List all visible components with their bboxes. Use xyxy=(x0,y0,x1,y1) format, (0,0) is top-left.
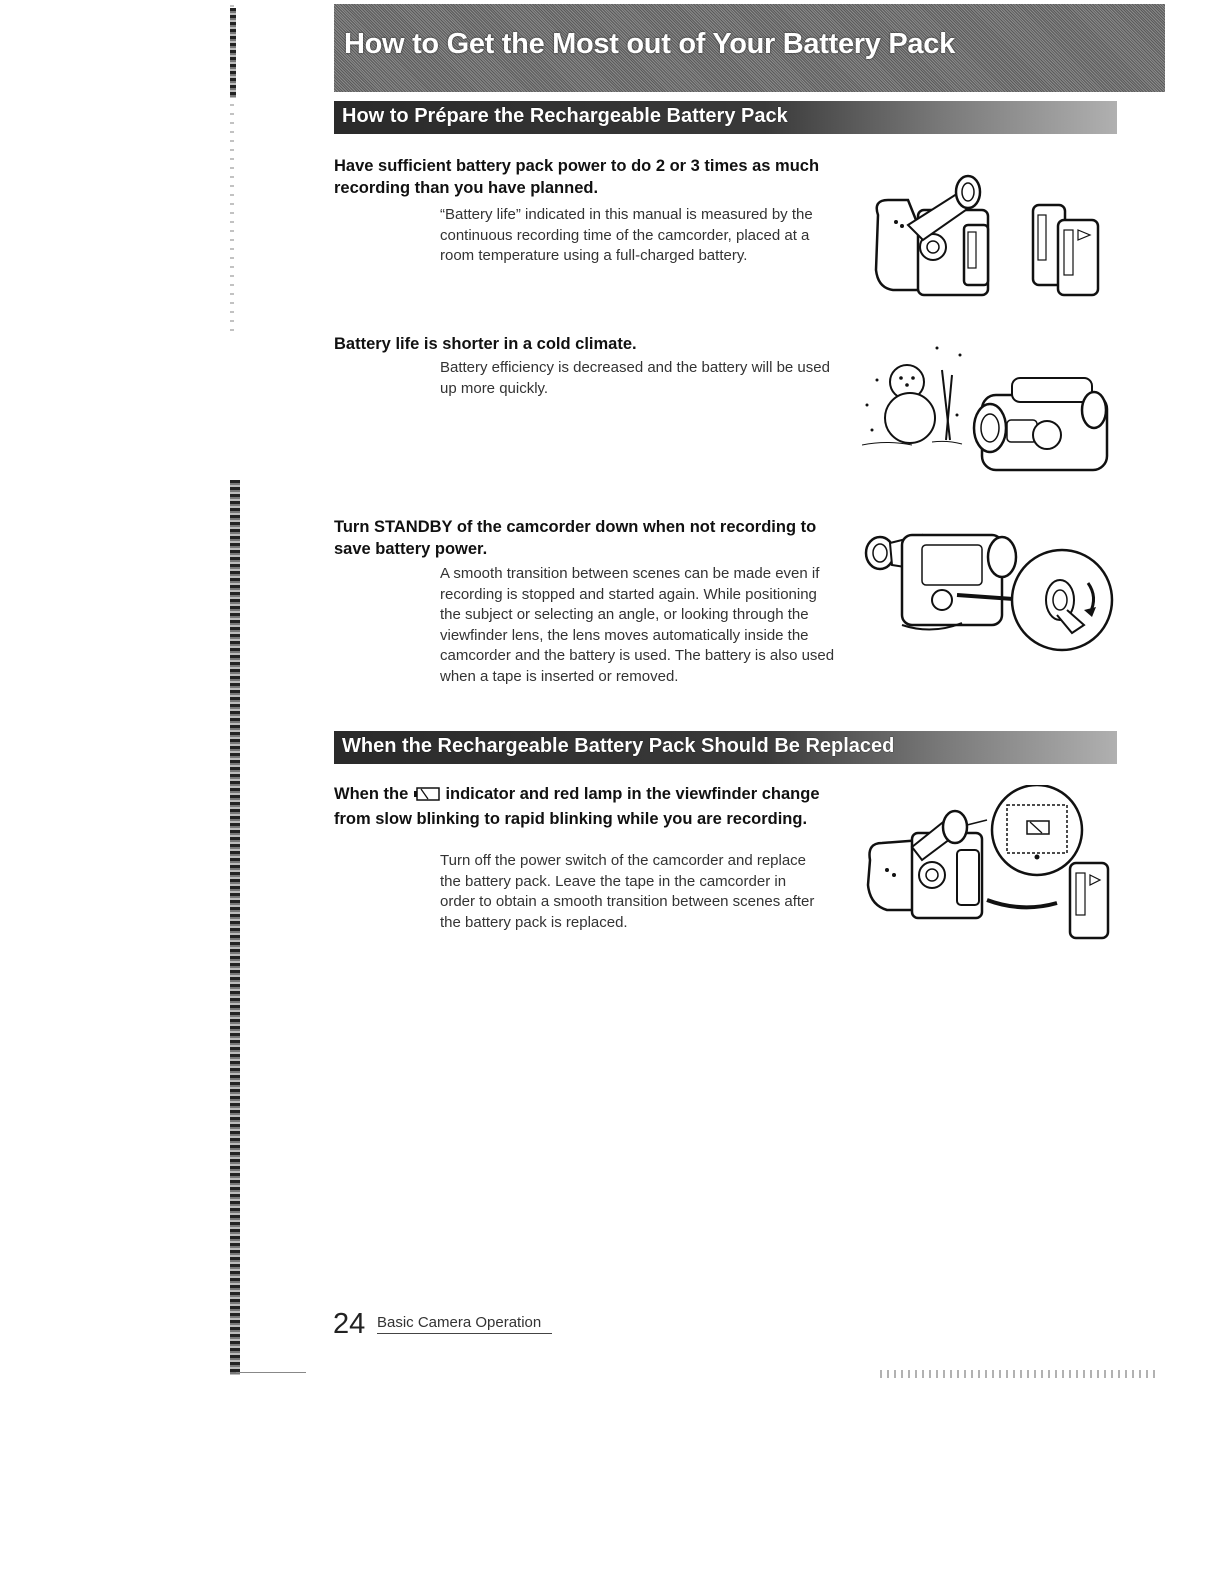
battery-indicator-icon xyxy=(413,786,441,808)
item-title-standby: Turn STANDBY of the camcorder down when not recording to save battery power. xyxy=(334,518,817,558)
section-heading-bar-replace xyxy=(334,731,1117,764)
item-title-blinking-indicator xyxy=(334,783,834,830)
scan-binding-edge xyxy=(226,0,248,1380)
item-body-replace: Turn off the power switch of the camcorder and replace the battery pack. Leave the tape in the camcorder in order to obtain a smooth transition between scenes after the battery pack is replaced. xyxy=(440,852,815,931)
footer-rule xyxy=(377,1333,552,1334)
camcorder-with-spare-batteries-illustration xyxy=(868,170,1113,305)
scan-edge-dots xyxy=(880,1370,1155,1378)
page-number: 24 xyxy=(333,1308,366,1340)
footer-section-label: Basic Camera Operation xyxy=(377,1314,542,1331)
section-heading-prepare: How to Prépare the Rechargeable Battery Pack xyxy=(342,105,788,127)
scan-edge-line xyxy=(236,1372,306,1373)
page-title-banner xyxy=(334,4,1165,92)
battery-replacement-illustration xyxy=(862,785,1112,945)
section-heading-bar-prepare xyxy=(334,101,1117,134)
item-title-cold-climate: Battery life is shorter in a cold climate. xyxy=(334,335,637,353)
camcorder-standby-switch-illustration xyxy=(862,525,1117,655)
item-body-sufficient-power: “Battery life” indicated in this manual is measured by the continuous recording time of the camcorder, placed at a room temperature using a full-charged battery. xyxy=(440,206,813,264)
item-title-blinking-indicator-rest: indicator and red lamp in the viewfinder change from slow blinking to rapid blinking while you are recording. xyxy=(334,785,820,828)
item-body-cold-climate: Battery efficiency is decreased and the battery will be used up more quickly. xyxy=(440,359,830,397)
item-body-standby: A smooth transition between scenes can be made even if recording is stopped and started again. While positioning the subject or selecting an angle, or looking through the viewfinder lens, the lens moves automatically inside the camcorder and the battery is used. The battery is also used when a tape is inserted or removed. xyxy=(440,565,835,685)
page-title: How to Get the Most out of Your Battery Pack xyxy=(344,28,955,60)
item-title-sufficient-power: Have sufficient battery pack power to do 2 or 3 times as much recording than you have planned. xyxy=(334,157,820,197)
section-heading-replace: When the Rechargeable Battery Pack Should Be Replaced xyxy=(342,735,895,757)
item-title-blinking-indicator-start: When the xyxy=(334,785,409,803)
snowman-and-camcorder-illustration xyxy=(862,340,1112,475)
